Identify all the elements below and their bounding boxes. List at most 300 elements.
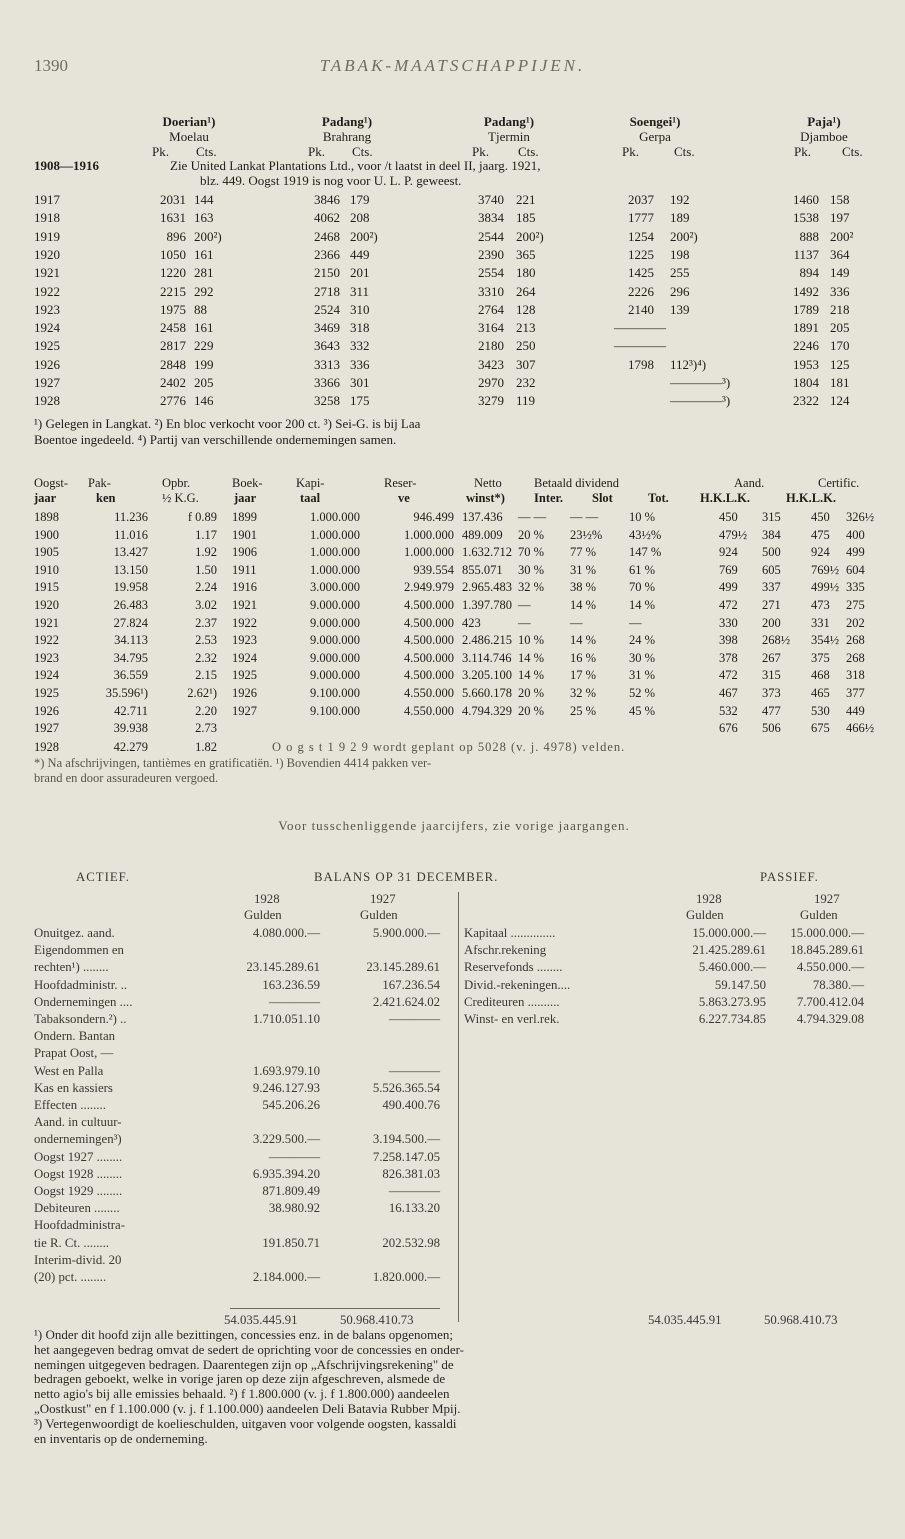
table-cell: 1926: [34, 703, 59, 718]
passief-value: 4.550.000.—: [796, 960, 864, 975]
table-cell: 315: [762, 510, 781, 524]
table-cell: 13.427: [113, 545, 148, 560]
balance-footnote-line: netto agio's bij alle emissies behaald. ²) f 1.800.000 (v. j. f 1.800.000) aandeelen: [34, 1386, 450, 1402]
table-row: [34, 229, 874, 245]
table-cell: ————: [614, 320, 666, 336]
actief-value: 3.229.500.—: [252, 1132, 320, 1147]
table-cell: 315: [762, 668, 781, 683]
table-cell: 318: [350, 320, 370, 336]
balance-title: BALANS OP 31 DECEMBER.: [314, 870, 499, 884]
table-cell: 2848: [160, 356, 186, 372]
table-cell: 1.000.000: [310, 545, 360, 560]
table-cell: 30 %: [629, 650, 656, 665]
table-cell: 1953: [793, 356, 819, 372]
table-cell: 38 %: [570, 580, 597, 595]
table-cell: 2390: [478, 246, 504, 262]
passief-value: 6.227.734.85: [698, 1012, 766, 1026]
table-cell: 1899: [232, 510, 257, 524]
table-cell: 1905: [34, 545, 59, 560]
actief-label: Interim-divid. 20: [34, 1252, 122, 1267]
table-cell: 331: [811, 615, 830, 630]
passief-label: Crediteuren ..........: [464, 994, 560, 1009]
passief-label: Winst- en verl.rek.: [464, 1012, 560, 1026]
table-cell: 137.436: [462, 510, 503, 524]
table-cell: 16 %: [570, 650, 597, 665]
table-cell: 1798: [628, 356, 654, 372]
passief-label: Afschr.rekening: [464, 943, 547, 958]
table-cell: 2776: [160, 393, 186, 409]
actief-label: Eigendommen en: [34, 943, 124, 958]
table-cell: 939.554: [413, 562, 454, 577]
table-cell: 149: [830, 265, 850, 281]
table-cell: 20 %: [518, 703, 545, 718]
table-cell: 17 %: [570, 668, 597, 683]
balance-footnote-line: bedragen geboekt, welke in vorige jaren op deze zijn afgeschreven, alsmede de: [34, 1371, 446, 1387]
table-cell: 1923: [34, 301, 60, 317]
table-cell: 267: [762, 650, 781, 665]
actief-value: 1.693.979.10: [252, 1063, 320, 1078]
table-cell: 3313: [314, 356, 340, 372]
table-cell: 336: [830, 283, 850, 299]
table-cell: 530: [811, 703, 830, 718]
balance-sheet: [34, 870, 874, 1330]
table-cell: 3.114.746: [462, 650, 512, 665]
actief-value: 23.145.289.61: [246, 960, 320, 975]
actief-label: Ondernemingen ....: [34, 994, 133, 1009]
table-cell: 3834: [478, 210, 504, 226]
table-cell: 232: [516, 375, 536, 390]
table-cell: 769½: [811, 562, 840, 577]
table-cell: 2970: [478, 375, 504, 390]
table-cell: ————³): [670, 375, 731, 390]
table-cell: 1.000.000: [310, 527, 360, 542]
table-row: [34, 375, 874, 391]
table-cell: 311: [350, 283, 370, 299]
table-cell: 35.596¹): [105, 686, 148, 700]
table-row: [34, 686, 874, 702]
table-cell: 1900: [34, 527, 59, 542]
table-cell: —: [570, 615, 583, 630]
col-sub-gerpa: Gerpa: [639, 129, 671, 144]
table-cell: 146: [194, 393, 214, 409]
table-cell: 200²): [194, 228, 222, 244]
table-cell: 2.24: [195, 580, 217, 595]
actief-value: 2.421.624.02: [372, 994, 440, 1009]
balance-footnote-line: ¹) Onder dit hoofd zijn alle bezittingen, concessies enz. in de balans opgenomen;: [34, 1327, 454, 1342]
table-cell: 1220: [160, 265, 186, 281]
col-head-paja: Paja¹): [807, 114, 841, 129]
table-cell: 296: [670, 283, 690, 299]
table-cell: 1921: [34, 615, 59, 630]
table-cell: 1.000.000: [404, 545, 454, 560]
table-cell: 4062: [314, 210, 340, 226]
table-cell: 604: [846, 562, 865, 577]
actief-heading: ACTIEF.: [76, 870, 130, 884]
table-cell: 61 %: [629, 562, 656, 577]
table-row: [34, 528, 874, 544]
table-cell: 2.15: [195, 668, 217, 683]
table-cell: 1928: [34, 393, 60, 409]
table-cell: 200²): [516, 228, 544, 244]
table-cell: 264: [516, 283, 536, 299]
table-cell: 499½: [811, 580, 840, 595]
table-cell: 292: [194, 283, 214, 299]
passief-value: 7.700.412.04: [796, 994, 864, 1009]
table-row: [34, 302, 874, 318]
actief-label: Debiteuren ........: [34, 1201, 120, 1216]
actief-value: 38.980.92: [268, 1201, 320, 1216]
table-cell: 1927: [34, 375, 60, 390]
table-cell: 365: [516, 246, 536, 262]
table-cell: 450: [811, 510, 830, 524]
passief-value: 15.000.000.—: [790, 926, 864, 940]
table-row: [34, 192, 874, 208]
table-cell: 2718: [314, 283, 340, 299]
table-cell: 1789: [793, 301, 819, 317]
table-cell: 4.500.000: [404, 633, 454, 648]
table-cell: 200: [762, 615, 781, 630]
table-cell: 9.000.000: [310, 668, 360, 683]
passief-value: 78.380.—: [812, 977, 864, 992]
table-cell: 377: [846, 686, 865, 700]
col-head-padang-tjermin: Padang¹): [483, 114, 535, 129]
table-cell: 192: [670, 192, 690, 207]
table-cell: 1924: [34, 320, 60, 336]
table-cell: 466½: [846, 721, 875, 736]
table-cell: 1901: [232, 527, 257, 542]
passief-value: 18.845.289.61: [790, 943, 864, 958]
table-cell: 11.236: [114, 510, 148, 524]
actief-value: 871.809.49: [262, 1184, 320, 1198]
table-cell: 1898: [34, 510, 59, 524]
table-cell: 2468: [314, 228, 340, 244]
table-cell: 3.02: [195, 598, 217, 612]
passief-value: 4.794.329.08: [796, 1012, 864, 1026]
table-cell: 1921: [34, 265, 60, 281]
passief-label: Kapitaal ..............: [464, 926, 556, 940]
table-cell: 1.000.000: [404, 527, 454, 542]
table-cell: 70 %: [629, 580, 656, 595]
table-cell: 3279: [478, 393, 504, 409]
table-cell: 20 %: [518, 686, 545, 700]
table-cell: 1137: [793, 246, 819, 262]
left-total-1927: 50.968.410.73: [340, 1313, 414, 1327]
table-cell: 465: [811, 686, 830, 700]
table-cell: 378: [719, 650, 738, 665]
table-cell: 34.795: [113, 650, 148, 665]
table-cell: 5.660.178: [462, 686, 512, 700]
table-cell: 449: [350, 246, 370, 262]
table-cell: 1050: [160, 246, 186, 262]
table-cell: 31 %: [629, 668, 656, 683]
table-cell: 489.009: [462, 527, 503, 542]
table2-footnote-2: brand en door assuradeuren vergoed.: [34, 771, 219, 785]
actief-value: 1.710.051.10: [252, 1012, 320, 1026]
table-cell: 335: [846, 580, 865, 595]
table-cell: 14 %: [570, 633, 597, 648]
table-cell: —: [518, 598, 531, 612]
actief-label: Hoofdadministra-: [34, 1218, 125, 1233]
table-cell: 2544: [478, 228, 504, 244]
unit-row: Pk. Cts. Pk. Cts. Pk. Cts. Pk. Cts. Pk. Cts.: [152, 144, 863, 159]
passief-label: Divid.-rekeningen....: [464, 977, 571, 992]
table-cell: 163: [194, 210, 214, 226]
table-cell: 1.50: [195, 562, 217, 577]
table-cell: 364: [830, 246, 850, 262]
table-cell: 2.37: [195, 615, 217, 630]
actief-value: 202.532.98: [382, 1235, 440, 1250]
table-cell: 1921: [232, 598, 257, 612]
table-cell: 128: [516, 301, 536, 317]
table-cell: 1919: [34, 228, 60, 244]
table-cell: 2037: [628, 192, 654, 207]
table-cell: 112³)⁴): [670, 356, 707, 372]
table-cell: 326½: [846, 510, 875, 524]
table1-footnote-1: ¹) Gelegen in Langkat. ²) En bloc verkocht voor 200 ct. ³) Sei-G. is bij Laa: [34, 416, 421, 431]
table-cell: 14 %: [518, 650, 545, 665]
actief-value: 163.236.59: [262, 977, 320, 992]
table-row: [34, 284, 874, 300]
table-cell: 147 %: [629, 545, 662, 560]
table-cell: 4.500.000: [404, 650, 454, 665]
table-cell: 1923: [232, 633, 257, 648]
table-cell: 139: [670, 301, 690, 317]
actief-label: ondernemingen³): [34, 1132, 122, 1147]
actief-label: Tabaksondern.²) ..: [34, 1012, 127, 1026]
table-cell: 3258: [314, 393, 340, 409]
table-cell: 2458: [160, 320, 186, 336]
actief-label: Ondern. Bantan: [34, 1029, 116, 1044]
table-cell: 3846: [314, 192, 340, 207]
table-cell: 198: [670, 246, 690, 262]
table-cell: 2.53: [195, 633, 217, 648]
table-cell: 2.949.979: [404, 580, 454, 595]
table-cell: 337: [762, 580, 781, 595]
year-1928-right: 1928: [696, 892, 722, 906]
table-cell: 3310: [478, 283, 504, 299]
table-cell: 477: [762, 703, 781, 718]
t2-header-row-2: jaar ken ½ K.G. jaar taal ve winst*) Inter. Slot Tot. H.K.L.K. H.K.L.K.: [34, 491, 837, 505]
table-cell: 1.92: [195, 545, 217, 560]
actief-value: ————: [268, 1149, 320, 1164]
table-cell: 2.486.215: [462, 633, 512, 648]
table-cell: 199: [194, 356, 214, 372]
table-cell: 1926: [34, 356, 60, 372]
table-cell: 894: [799, 265, 819, 281]
table-cell: 39.938: [113, 721, 148, 736]
table-cell: 30 %: [518, 562, 545, 577]
passief-value: 15.000.000.—: [692, 926, 766, 940]
table-cell: 2366: [314, 246, 340, 262]
table-cell: 375: [811, 650, 830, 665]
table-cell: 1924: [232, 650, 257, 665]
right-total-1928: 54.035.445.91: [648, 1313, 722, 1327]
table-cell: 189: [670, 210, 690, 226]
table-cell: 472: [719, 598, 738, 612]
table-cell: 1254: [628, 228, 654, 244]
table-cell: 208: [350, 210, 370, 226]
t2-header-row-1: Oogst- Pak- Opbr. Boek- Kapi- Reser- Netto Betaald dividend Aand. Certific.: [34, 476, 860, 490]
table-cell: 32 %: [518, 580, 545, 595]
table-cell: 43½%: [629, 527, 662, 542]
table-cell: 218: [830, 301, 850, 317]
left-total-1928: 54.035.445.91: [224, 1313, 298, 1327]
table-cell: 1.000.000: [310, 562, 360, 577]
table-cell: 924: [719, 545, 738, 560]
table-row: [34, 265, 874, 281]
table-cell: 499: [846, 545, 865, 560]
actief-value: 2.184.000.—: [252, 1270, 320, 1284]
table-cell: 3469: [314, 320, 340, 336]
table-cell: 1917: [34, 192, 60, 207]
table-cell: 3423: [478, 356, 504, 372]
table-cell: 896: [166, 228, 186, 244]
table-cell: 1925: [34, 686, 59, 700]
table-cell: 1975: [160, 301, 186, 317]
table-cell: 532: [719, 703, 738, 718]
table-cell: 34.113: [114, 633, 148, 648]
table-cell: 307: [516, 356, 536, 372]
actief-value: 16.133.20: [388, 1201, 440, 1216]
table-cell: 70 %: [518, 545, 545, 560]
table-cell: 468: [811, 668, 830, 683]
actief-label: West en Palla: [34, 1063, 104, 1078]
balance-footnote-line: „Oostkust" en f 1.100.000 (v. j. f 1.100.000) aandeelen Deli Batavia Rubber Mpij.: [34, 1400, 461, 1416]
table-cell: 479½: [719, 527, 748, 542]
table-cell: 1922: [232, 615, 257, 630]
table-cell: 180: [516, 265, 536, 281]
table-row: [34, 668, 874, 684]
table-cell: 2554: [478, 265, 504, 281]
col-head-doerian: Doerian¹): [162, 114, 216, 129]
table-cell: 473: [811, 598, 830, 612]
column-divider: [458, 892, 459, 1322]
actief-label: Oogst 1929 ........: [34, 1184, 123, 1198]
table-cell: 9.000.000: [310, 633, 360, 648]
gulden-right-2: Gulden: [800, 908, 838, 922]
table-cell: 301: [350, 375, 370, 390]
table-cell: 229: [194, 338, 214, 354]
table-cell: 10 %: [518, 633, 545, 648]
oogst-1929-note: O o g s t 1 9 2 9 wordt geplant op 5028 (v. j. 4978) velden.: [272, 740, 626, 754]
table-cell: 2031: [160, 192, 186, 207]
table-cell: 2226: [628, 283, 654, 299]
actief-label: Oogst 1927 ........: [34, 1149, 123, 1164]
year-1927-right: 1927: [814, 892, 840, 906]
table-cell: 23½%: [570, 527, 603, 542]
table-cell: 170: [830, 338, 850, 354]
passief-label: Reservefonds ........: [464, 960, 563, 975]
table-row: [34, 616, 874, 632]
left-total-rule: [230, 1308, 440, 1309]
table-cell: 161: [194, 246, 214, 262]
table-cell: 205: [194, 375, 214, 390]
table-cell: 268: [846, 633, 865, 648]
actief-label: Prapat Oost, —: [34, 1046, 114, 1061]
table-cell: 88: [194, 301, 207, 317]
table-cell: 946.499: [413, 510, 454, 524]
actief-value: 7.258.147.05: [372, 1149, 440, 1164]
table-cell: 1920: [34, 246, 60, 262]
table-cell: 2246: [793, 338, 819, 354]
actief-value: 5.900.000.—: [372, 926, 440, 940]
table-cell: 4.500.000: [404, 615, 454, 630]
table-cell: 185: [516, 210, 536, 226]
table-cell: 855.071: [462, 562, 503, 577]
table-row: [34, 357, 874, 373]
table-cell: 200²): [670, 228, 698, 244]
table-cell: 373: [762, 686, 781, 700]
table-cell: 77 %: [570, 545, 597, 560]
actief-value: 9.246.127.93: [252, 1080, 320, 1095]
table-cell: 26.483: [113, 598, 148, 612]
table-cell: 11.016: [114, 527, 148, 542]
table-cell: 676: [719, 721, 738, 736]
table-cell: 9.100.000: [310, 686, 360, 700]
table-row: [34, 393, 874, 409]
actief-value: 5.526.365.54: [372, 1080, 440, 1095]
table-cell: 20 %: [518, 527, 545, 542]
table-cell: 2.32: [195, 650, 217, 665]
table-cell: 14 %: [570, 598, 597, 612]
actief-value: 191.850.71: [262, 1235, 320, 1250]
table-cell: 25 %: [570, 703, 597, 718]
table-cell: 475: [811, 527, 830, 542]
table-cell: 1925: [34, 338, 60, 354]
table-cell: 384: [762, 527, 781, 542]
table-cell: 330: [719, 615, 738, 630]
passief-value: 5.460.000.—: [698, 960, 766, 975]
table-cell: 255: [670, 265, 690, 281]
table-cell: 1804: [793, 375, 819, 390]
gulden-left-2: Gulden: [360, 908, 398, 922]
table-cell: 161: [194, 320, 214, 336]
table-cell: 158: [830, 192, 850, 207]
actief-value: 167.236.54: [382, 977, 440, 992]
table-cell: 45 %: [629, 703, 656, 718]
table-cell: 1918: [34, 210, 60, 226]
table-cell: 1922: [34, 633, 59, 648]
actief-value: 826.381.03: [382, 1166, 440, 1181]
table-cell: 1.000.000: [310, 510, 360, 524]
table-cell: 2.965.483: [462, 580, 512, 595]
table-cell: 200²): [350, 228, 378, 244]
table-cell: 1923: [34, 650, 59, 665]
table-cell: 9.100.000: [310, 703, 360, 718]
running-title: TABAK-MAATSCHAPPIJEN.: [319, 56, 586, 75]
page-number: 1390: [34, 56, 68, 75]
table-cell: ————: [614, 338, 666, 354]
table-cell: 119: [516, 393, 536, 409]
actief-value: 545.206.26: [262, 1098, 320, 1112]
table-cell: 24 %: [629, 633, 656, 648]
table-cell: 769: [719, 562, 738, 577]
table-cell: 354½: [811, 633, 840, 648]
table-cell: 179: [350, 192, 370, 207]
table-cell: 3366: [314, 375, 340, 390]
table-cell: 181: [830, 375, 850, 390]
table-cell: 1.632.712: [462, 545, 512, 560]
book-page: 1390 TABAK-MAATSCHAPPIJEN. Doerian¹) Moelau Padang¹) Brahrang Padang¹) Tjermin Soengei¹) Gerpa Paja¹) Djamboe Pk. Cts. Pk. Cts. Pk. Cts. Pk. Cts. Pk. Cts. 1908—1916 Zie United Lankat Plantations Ltd., voor /t laatst in deel II, jaarg. 1921, blz. 449. Oogst 1919 is nog voor U. L. P. geweest. 1917 2031 144 3846 179 3740 221 2037 192 1460 158 1918 1631 163 4062 208 3834 185 1777 189 1538 197 1919 896 200²) 2468 200²) 2544 200²) 1254 200²) 888 200² 1920 1050 161 2366 449 2390 365 1225 198 1137 364 1921 1220 281 2150 201 2554 180 1425 255 894 149 1922 2215 292 2718 311 3310 264 2226 296 1492 336 1923 1975 88 2524 310 2764 128 2140 139 1789 218 1924 2458 161 3469 318 3164 213 ———— 1891 205 1925 2817 229 3643 332 2180 250 ———— 2246 170 1926 2848 199 3313 336 3423 307 1798 112³)⁴) 1953 125 1927 2402 205 3366 301 2970 232 ————³) 1804 181 1928 2776 146 3258 175 3279 119 ————³) 2322 124 ¹) Gelegen in Langkat. ²) En bloc verkocht voor 200 ct. ³) Sei-G. is bij Laa Boentoe ingedeeld. ⁴) Partij van verschillende ondernemingen samen. Oogst- Pak- Opbr. Boek- Kapi- Reser- Netto Betaald dividend Aand. Certific. jaar ken ½ K.G. jaar taal ve winst*) Inter. Slot Tot. H.K.L.K. H.K.L.K. 1898 11.236 f 0.89 1899 1.000.000 946.499 137.436 — — — — 10 % 450 315 450 326½ 1900 11.016 1.17 1901 1.000.000 1.000.000 489.009 20 % 23½% 43½% 479½ 384 475 400 1905 13.427 1.92 1906 1.000.000 1.000.000 1.632.712 70 % 77 % 147 % 924 500 924 499 1910 13.150 1.50 1911 1.000.000 939.554 855.071 30 % 31 % 61 % 769 605 769½ 604 1915 19.958 2.24 1916 3.000.000 2.949.979 2.965.483 32 % 38 % 70 % 499 337 499½ 335 1920 26.483 3.02 1921 9.000.000 4.500.000 1.397.780 — 14 % 14 % 472 271 473 275 1921 27.824 2.37 1922 9.000.000 4.500.000 423 — — — 330 200 331 202 1922 34.113 2.53 1923 9.000.000 4.500.000 2.486.215 10 % 14 % 24 % 398 268½ 354½ 268 1923 34.795 2.32 1924 9.000.000 4.500.000 3.114.746 14 % 16 % 30 % 378 267 375 268 1924 36.559 2.15 1925 9.000.000 4.500.000 3.205.100 14 % 17 % 31 % 472 315 468 318 1925 35.596¹) 2.62¹) 1926 9.100.000 4.550.000 5.660.178 20 % 32 % 52 % 467 373 465 377 1926 42.711 2.20 1927 9.100.000 4.550.000 4.794.329 20 % 25 % 45 % 532 477 530 449 1927 39.938 2.73 676 506 675 466½ 1928 42.279 1.82 O o g s t 1 9 2 9 wordt geplant op 5028 (v. j. 4978) velden. *) Na afschrijvingen, tantièmes en gratificatiën. ¹) Bovendien 4414 pakken ver- brand en door assuradeuren vergoed. Voor tusschenliggende jaarcijfers, zie vorige jaargangen. ACTIEF. BALANS OP 31 DECEMBER. PASSIEF. 1928 1927 Gulden Gulden 1928 1927 Gulden Gulden Onuitgez. aand. 4.080.000.— 5.900.000.— Eigendommen en rechten¹) ........ 23.145.289.61 23.145.289.61 Hoofdadministr. .. 163.236.59 167.236.54 Ondernemingen .... ———— 2.421.624.02 Tabaksondern.²) .. 1.710.051.10 ———— Ondern. Bantan Prapat Oost, — West en Palla 1.693.979.10 ———— Kas en kassiers 9.246.127.93 5.526.365.54 Effecten ........ 545.206.26 490.400.76 Aand. in cultuur- ondernemingen³) 3.229.500.— 3.194.500.— Oogst 1927 ........ ———— 7.258.147.05 Oogst 1928 ........ 6.935.394.20 826.381.03 Oogst 1929 ........ 871.809.49 ———— Debiteuren ........ 38.980.92 16.133.20 Hoofdadministra- tie R. Ct. ........ 191.850.71 202.532.98 Interim-divid. 20 (20) pct. ........ 2.184.000.— 1.820.000.— Kapitaal .............. 15.000.000.— 15.000.000.— Afschr.rekening 21.425.289.61 18.845.289.61 Reservefonds ........ 5.460.000.— 4.550.000.— Divid.-rekeningen.... 59.147.50 78.380.— Crediteuren .......... 5.863.273.95 7.700.412.04 Winst- en verl.rek. 6.227.734.85 4.794.329.08 54.035.445.91 50.968.410.73 54.035.445.91 50.968.410.73 ¹) Onder dit hoofd zijn alle bezittingen, concessies enz. in de balans opgenomen; het aangegeven bedrag omvat de sedert de oprichting voor de concessies en onder- nemingen uitgegeven bedragen. Daarentegen zijn op „Afschrijvingsrekening" de bedragen geboekt, welke in vorige jaren op deze zijn afgeschreven, alsmede de netto agio's bij alle emissies behaald. ²) f 1.800.000 (v. j. f 1.800.000) aandeelen „Oostkust" en f 1.100.000 (v. j. f 1.100.000) aandeelen Deli Batavia Rubber Mpij. ³) Vertegenwoordigt de koelieschulden, uitgaven voor volgende oogsten, kassaldi en inventaris op de onderneming.: [34, 56, 875, 1446]
table-cell: f 0.89: [187, 510, 217, 524]
table-row: [34, 545, 874, 561]
table-cell: 2215: [160, 283, 186, 299]
actief-label: (20) pct. ........: [34, 1270, 107, 1284]
table-row: [34, 210, 874, 226]
table-cell: 506: [762, 721, 781, 736]
table-cell: 2180: [478, 338, 504, 354]
table-row: [34, 633, 874, 649]
